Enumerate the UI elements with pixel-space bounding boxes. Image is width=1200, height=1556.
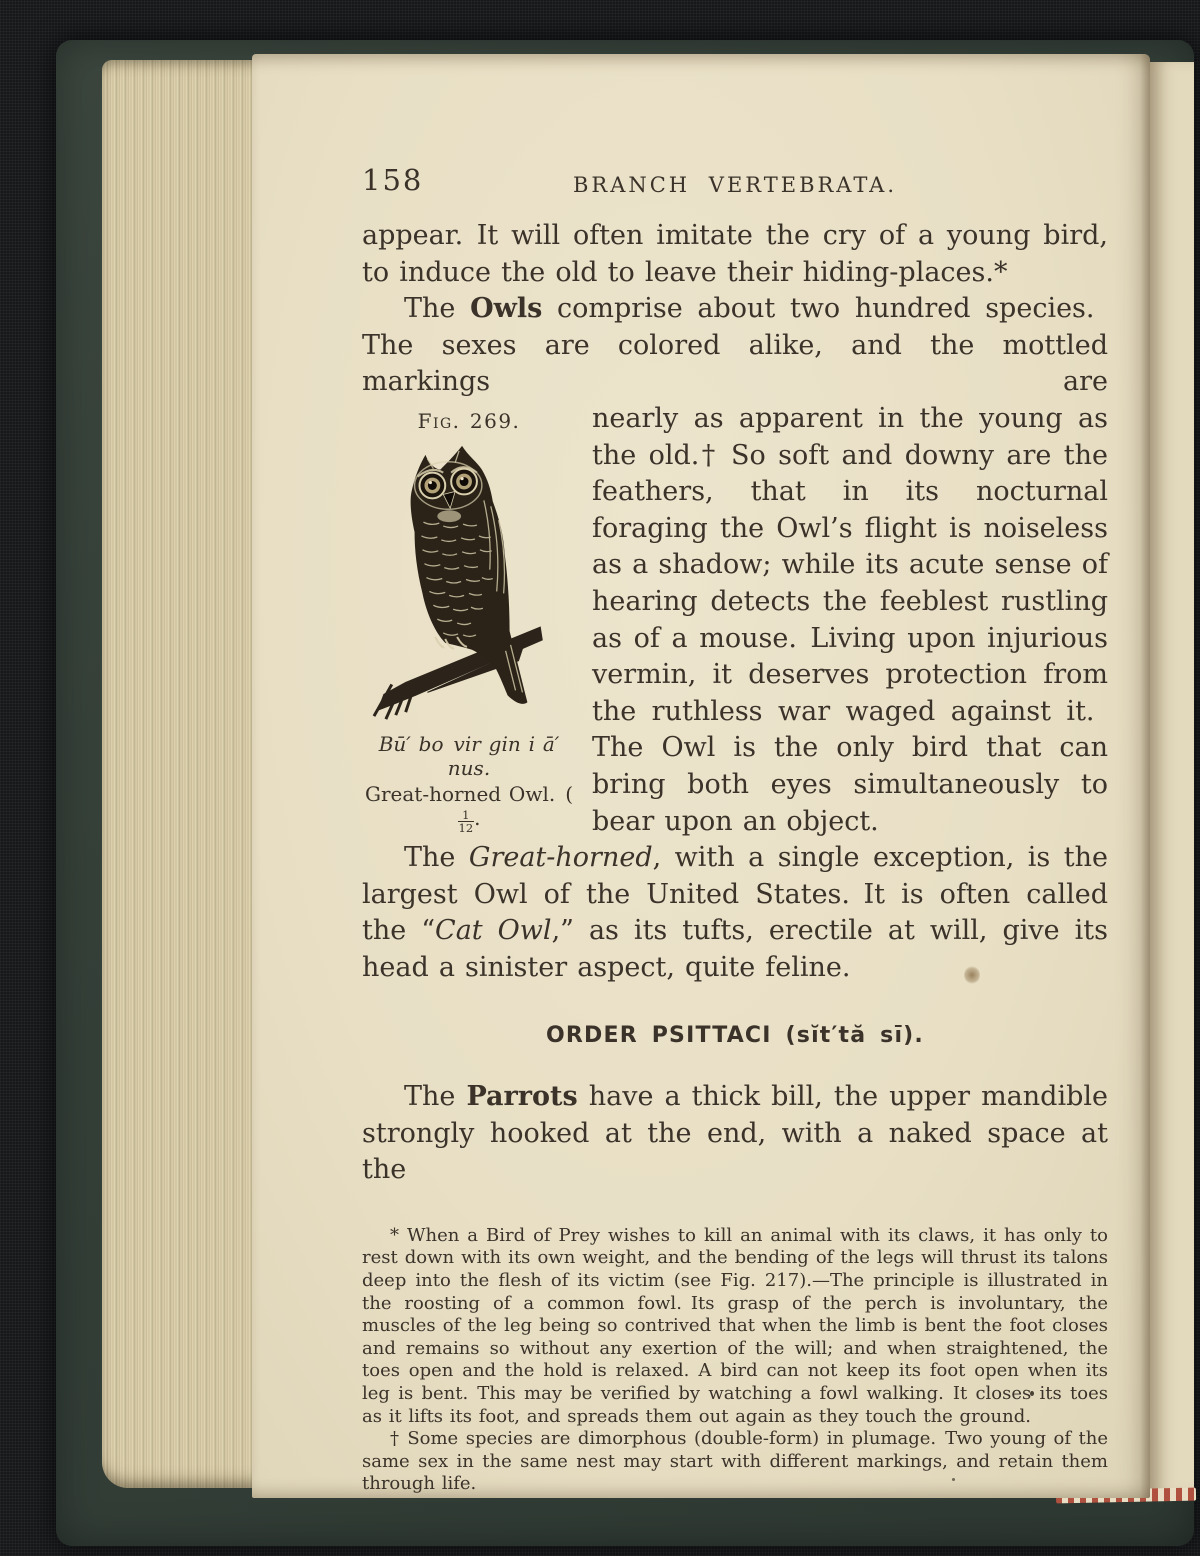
- great-horned-owl-illustration: [370, 437, 568, 727]
- page-content: [252, 54, 1150, 1496]
- paragraph: The Parrots have a thick bill, the upper mandible strongly hooked at the end, with a naked space at the: [362, 1081, 1108, 1186]
- book-page: [252, 54, 1150, 1498]
- running-head: BRANCH VERTEBRATA.: [572, 173, 898, 197]
- footnote: † Some species are dimorphous (double-form) in plumage. Two young of the same sex in the same nest may start with different markings, and retain them through life.: [362, 1428, 1108, 1495]
- paragraph: The Great-horned, with a single exception, is the largest Owl of the United States. It is often called the “Cat Owl,” as its tufts, erectile at will, give its head a sinister aspect, quite feline.: [362, 842, 1109, 983]
- facing-page-edge: [1150, 62, 1194, 1494]
- scale-fraction: $\frac{1}{12}$: [458, 807, 474, 835]
- footnotes: [362, 1225, 1108, 1496]
- owl-figure: [362, 409, 576, 834]
- figure-label: Fig. 269.: [417, 408, 521, 433]
- paragraph: appear. It will often imitate the cry of a young bird, to induce the old to leave their hiding-places.*: [362, 220, 1108, 288]
- running-head-row: [362, 163, 1108, 206]
- figure-caption-latin: Bū′ bo vir gin i ā′ nus.: [378, 731, 560, 780]
- paragraph: nearly as apparent in the young as the old.† So soft and downy are the feathers, that in its nocturnal foraging the Owl’s flight is noiseless as a shadow; while its acute sense of hearing detects the feeblest rustling as of a mouse. Living upon injurious vermin, it deserves protection from the ruthless war waged against it. The Owl is the only bird that can bring both eyes simultaneously to bear upon an object.: [592, 402, 1108, 837]
- figure-wrap-block: [362, 401, 1108, 840]
- page-number: 158: [362, 163, 424, 197]
- paragraph: The Owls comprise about two hundred species. The sexes are colored alike, and the mottled markings are: [362, 293, 1108, 398]
- footnote: * When a Bird of Prey wishes to kill an animal with its claws, it has only to rest down with its own weight, and the bending of the legs will thrust its talons deep into the flesh of its victim (see Fig. 217).—The principle is illustrated in the roosting of a common fowl. Its grasp of the perch is involuntary, the muscles of the leg being so contrived that when the limb is bent the foot closes and remains so without any exertion of the will; and when straightened, the toes open and the hold is relaxed. A bird can not keep its foot open when its leg is bent. This may be verified by watching a fowl walking. It closes its toes as it lifts its foot, and spreads them out again as they touch the ground.: [362, 1224, 1108, 1427]
- figure-caption-common: Great-horned Owl. ( $\frac{1}{12}$ .: [364, 781, 574, 835]
- section-heading: ORDER PSITTACI (sĭt′tă sī).: [546, 1023, 924, 1049]
- page-stack-edges: [102, 60, 260, 1488]
